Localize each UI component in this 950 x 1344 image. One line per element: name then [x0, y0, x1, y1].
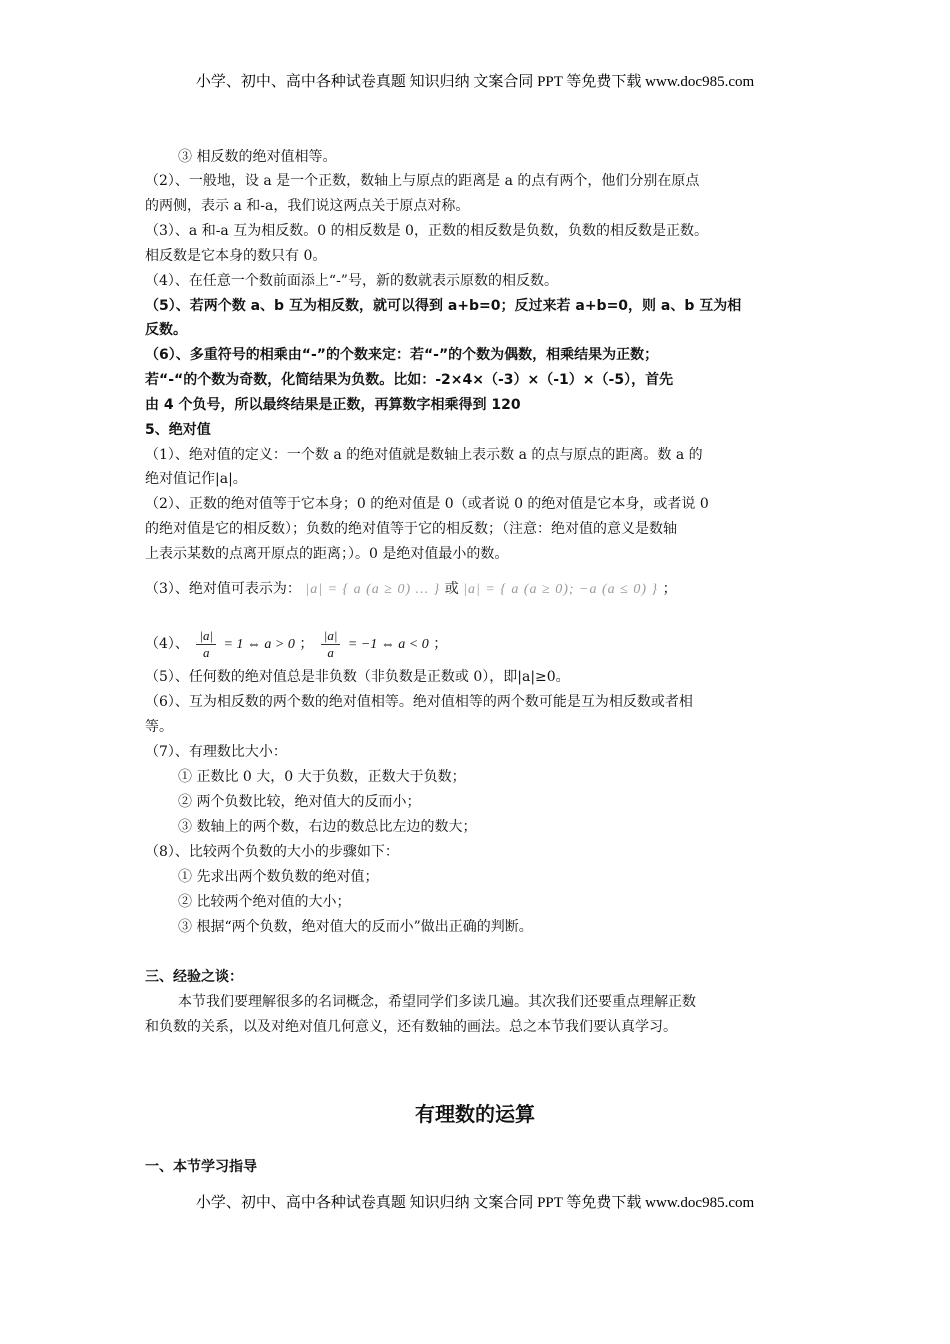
text-line: 相反数是它本身的数只有 0。 [145, 248, 327, 264]
formula-line-fraction [145, 624, 815, 664]
text-line: （6）、互为相反数的两个数的绝对值相等。绝对值相等的两个数可能是互为相反数或者相 [145, 694, 693, 710]
text-line: 的绝对值是它的相反数）；负数的绝对值等于它的相反数；（注意：绝对值的意义是数轴 [145, 521, 677, 537]
formula-line-absolute-value [145, 580, 815, 599]
fraction-denominator: a [202, 644, 210, 660]
list-item: ③ 数轴上的两个数，右边的数总比左边的数大； [178, 819, 477, 835]
text-line: 上表示某数的点离开原点的距离；）。0 是绝对值最小的数。 [145, 546, 509, 562]
text-line: 绝对值记作|a|。 [145, 471, 247, 487]
page-header: 小学、初中、高中各种试卷真题 知识归纳 文案合同 PPT 等免费下载 www.doc985.com [195, 74, 755, 90]
text-line: 本节我们要理解很多的名词概念，希望同学们多读几遍。其次我们还要重点理解正数 [178, 994, 696, 1010]
formula-label: （4）、 [145, 636, 189, 652]
text-line: （4）、在任意一个数前面添上“-”号，新的数就表示原数的相反数。 [145, 273, 558, 289]
formula-label: （3）、绝对值可表示为： [145, 581, 301, 597]
fraction-numerator: |a| [321, 628, 341, 645]
text-line-bold: 反数。 [145, 322, 187, 338]
section-heading: 5、绝对值 [145, 422, 211, 438]
text-line-bold: （5）、若两个数 a、b 互为相反数，就可以得到 a+b=0；反过来若 a+b=0，则 a、b 互为相 [145, 298, 742, 314]
text-line: 和负数的关系，以及对绝对值几何意义，还有数轴的画法。总之本节我们要认真学习。 [145, 1019, 677, 1035]
fraction-numerator: |a| [196, 628, 216, 645]
text-line: （1）、绝对值的定义：一个数 a 的绝对值就是数轴上表示数 a 的点与原点的距离。数 a 的 [145, 447, 703, 463]
text-line-bold: 若“-“的个数为奇数，化简结果为负数。比如：-2×4×（-3）×（-1）×（-5），首先 [145, 372, 674, 388]
formula-image-a: |a| = { a (a ≥ 0) ... } [305, 582, 441, 597]
formula-end: ； [662, 581, 677, 597]
text-line: ③ 相反数的绝对值相等。 [178, 149, 337, 165]
formula-separator: ； [299, 636, 314, 652]
text-line: （2）、一般地，设 a 是一个正数，数轴上与原点的距离是 a 的点有两个，他们分别在原点 [145, 173, 700, 189]
text-line: 等。 [145, 719, 173, 735]
text-line-bold: （6）、多重符号的相乘由“-”的个数来定：若“-”的个数为偶数，相乘结果为正数； [145, 347, 659, 363]
list-item: ② 两个负数比较，绝对值大的反而小； [178, 794, 421, 810]
text-line: （7）、有理数比大小： [145, 744, 287, 760]
list-item: ② 比较两个绝对值的大小； [178, 894, 351, 910]
formula-image-b: |a| = { a (a ≥ 0); −a (a ≤ 0) } [463, 582, 659, 597]
text-line: （2）、正数的绝对值等于它本身；0 的绝对值是 0（或者说 0 的绝对值是它本身，或者说 0 [145, 496, 709, 512]
text-line: （8）、比较两个负数的大小的步骤如下： [145, 844, 399, 860]
list-item: ① 正数比 0 大，0 大于负数，正数大于负数； [178, 769, 466, 785]
equation-negative: = −1 ⇔ a < 0 [347, 637, 429, 652]
text-line-bold: 由 4 个负号，所以最终结果是正数，再算数字相乘得到 120 [145, 397, 521, 413]
chapter-title: 有理数的运算 [415, 1102, 535, 1126]
text-line: 的两侧，表示 a 和-a，我们说这两点关于原点对称。 [145, 198, 470, 214]
formula-or: 或 [444, 581, 459, 597]
formula-end: ； [433, 636, 448, 652]
text-line: （5）、任何数的绝对值总是非负数（非负数是正数或 0），即|a|≥0。 [145, 669, 570, 685]
page-footer: 小学、初中、高中各种试卷真题 知识归纳 文案合同 PPT 等免费下载 www.doc985.com [195, 1195, 755, 1211]
fraction-abs-a-over-a [196, 628, 216, 661]
list-item: ① 先求出两个数负数的绝对值； [178, 869, 379, 885]
fraction-abs-a-over-a [321, 628, 341, 661]
section-heading: 一、本节学习指导 [145, 1159, 257, 1175]
fraction-denominator: a [327, 644, 334, 660]
section-heading: 三、经验之谈： [145, 969, 243, 985]
text-line: （3）、a 和-a 互为相反数。0 的相反数是 0，正数的相反数是负数，负数的相反数是正数。 [145, 223, 708, 239]
equation-positive: = 1 ⇔ a > 0 [223, 637, 295, 652]
list-item: ③ 根据“两个负数，绝对值大的反而小”做出正确的判断。 [178, 919, 533, 935]
